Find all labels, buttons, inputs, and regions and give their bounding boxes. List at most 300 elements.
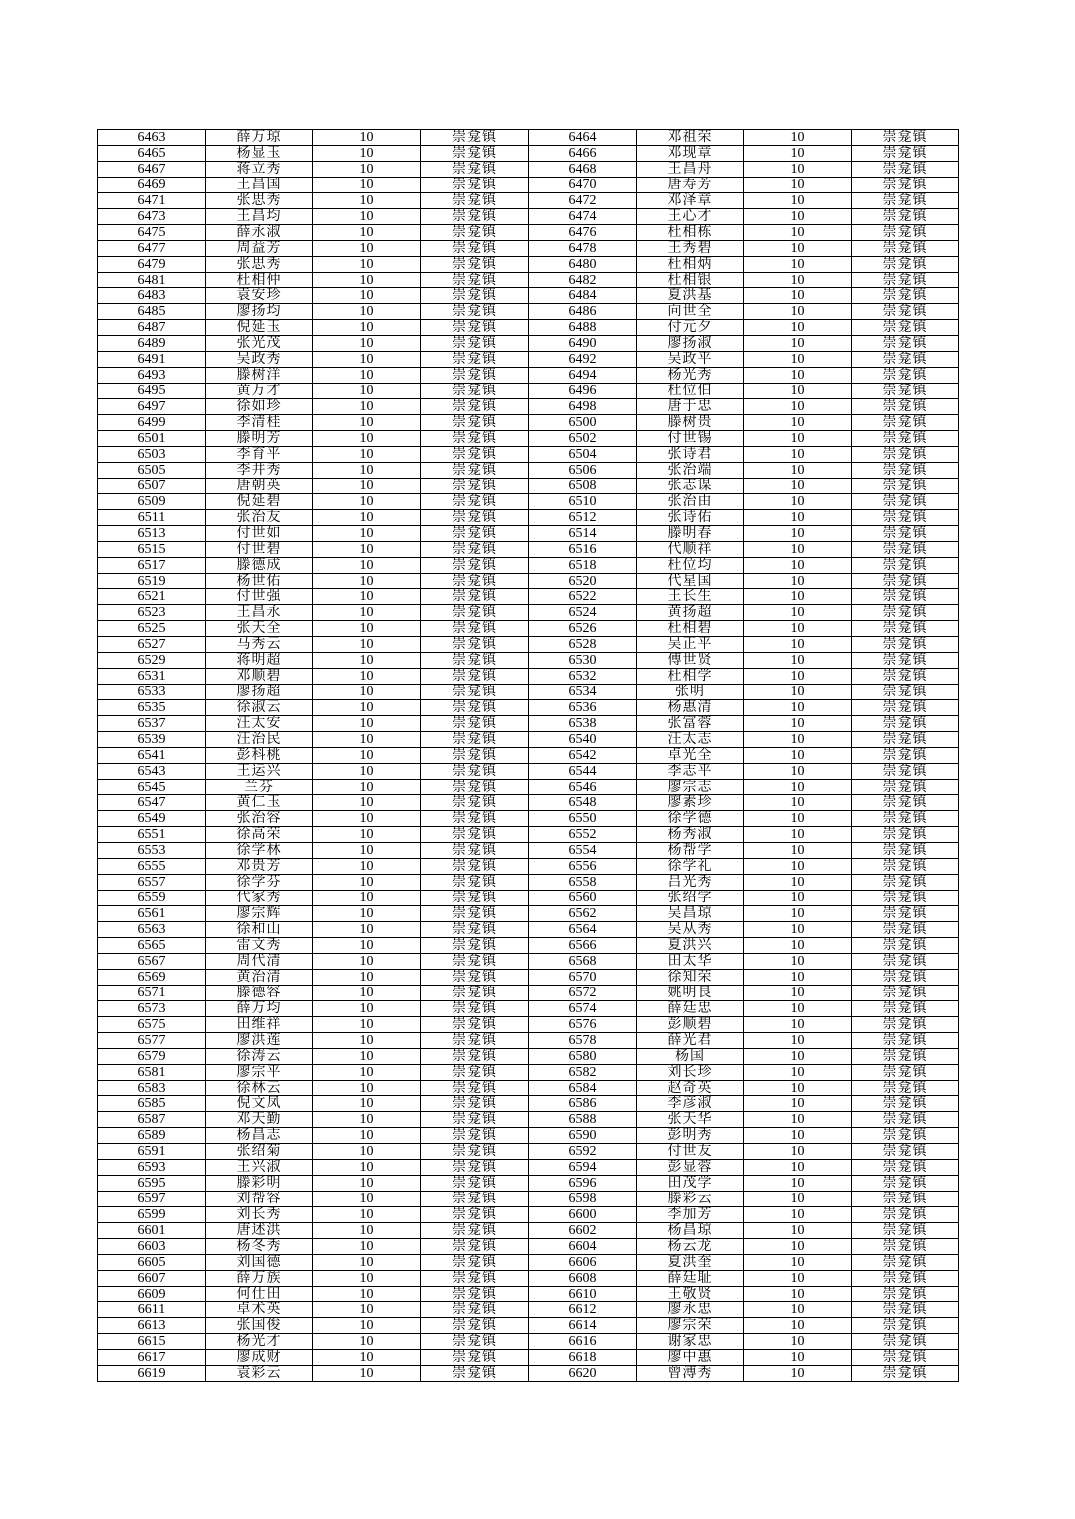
- name-cell: 傅世贤: [637, 652, 744, 668]
- serial-number-cell: 6594: [529, 1159, 637, 1175]
- town-cell: 崇龛镇: [852, 1159, 959, 1175]
- serial-number-cell: 6571: [98, 985, 206, 1001]
- serial-number-cell: 6536: [529, 700, 637, 716]
- town-cell: 崇龛镇: [852, 1318, 959, 1334]
- town-cell: 崇龛镇: [421, 225, 529, 241]
- amount-cell: 10: [313, 320, 421, 336]
- serial-number-cell: 6502: [529, 431, 637, 447]
- name-cell: 徐学林: [206, 842, 313, 858]
- amount-cell: 10: [744, 161, 852, 177]
- serial-number-cell: 6582: [529, 1064, 637, 1080]
- table-row: [98, 1334, 959, 1350]
- serial-number-cell: 6474: [529, 209, 637, 225]
- name-cell: 张治端: [637, 462, 744, 478]
- name-cell: 张富蓉: [637, 716, 744, 732]
- serial-number-cell: 6620: [529, 1365, 637, 1381]
- serial-number-cell: 6512: [529, 510, 637, 526]
- name-cell: 兰芬: [206, 779, 313, 795]
- amount-cell: 10: [313, 288, 421, 304]
- table-row: [98, 478, 959, 494]
- name-cell: 周代清: [206, 953, 313, 969]
- amount-cell: 10: [744, 668, 852, 684]
- amount-cell: 10: [313, 1239, 421, 1255]
- town-cell: 崇龛镇: [852, 193, 959, 209]
- name-cell: 代星国: [637, 573, 744, 589]
- amount-cell: 10: [313, 557, 421, 573]
- amount-cell: 10: [744, 431, 852, 447]
- town-cell: 崇龛镇: [852, 1112, 959, 1128]
- table-row: [98, 589, 959, 605]
- roster-table: [97, 129, 959, 1382]
- amount-cell: 10: [313, 399, 421, 415]
- name-cell: 吴政秀: [206, 351, 313, 367]
- town-cell: 崇龛镇: [852, 779, 959, 795]
- serial-number-cell: 6554: [529, 842, 637, 858]
- serial-number-cell: 6505: [98, 462, 206, 478]
- town-cell: 崇龛镇: [421, 795, 529, 811]
- serial-number-cell: 6563: [98, 922, 206, 938]
- serial-number-cell: 6463: [98, 130, 206, 146]
- name-cell: 李加芳: [637, 1207, 744, 1223]
- town-cell: 崇龛镇: [421, 1033, 529, 1049]
- amount-cell: 10: [744, 621, 852, 637]
- name-cell: 黄仁玉: [206, 795, 313, 811]
- amount-cell: 10: [313, 842, 421, 858]
- amount-cell: 10: [313, 1302, 421, 1318]
- name-cell: 张志谋: [637, 478, 744, 494]
- amount-cell: 10: [744, 526, 852, 542]
- name-cell: 袁彩云: [206, 1365, 313, 1381]
- amount-cell: 10: [744, 510, 852, 526]
- town-cell: 崇龛镇: [421, 1270, 529, 1286]
- name-cell: 张诗佑: [637, 510, 744, 526]
- serial-number-cell: 6616: [529, 1334, 637, 1350]
- town-cell: 崇龛镇: [421, 969, 529, 985]
- serial-number-cell: 6555: [98, 858, 206, 874]
- town-cell: 崇龛镇: [852, 747, 959, 763]
- serial-number-cell: 6501: [98, 431, 206, 447]
- town-cell: 崇龛镇: [852, 985, 959, 1001]
- serial-number-cell: 6583: [98, 1080, 206, 1096]
- amount-cell: 10: [313, 1254, 421, 1270]
- name-cell: 张光茂: [206, 335, 313, 351]
- town-cell: 崇龛镇: [852, 700, 959, 716]
- amount-cell: 10: [744, 557, 852, 573]
- serial-number-cell: 6489: [98, 335, 206, 351]
- table-row: [98, 938, 959, 954]
- amount-cell: 10: [313, 811, 421, 827]
- amount-cell: 10: [313, 462, 421, 478]
- serial-number-cell: 6569: [98, 969, 206, 985]
- serial-number-cell: 6543: [98, 763, 206, 779]
- table-row: [98, 130, 959, 146]
- table-row: [98, 1302, 959, 1318]
- amount-cell: 10: [313, 1159, 421, 1175]
- amount-cell: 10: [313, 1001, 421, 1017]
- table-row: [98, 922, 959, 938]
- serial-number-cell: 6610: [529, 1286, 637, 1302]
- table-row: [98, 1001, 959, 1017]
- name-cell: 滕树贵: [637, 415, 744, 431]
- serial-number-cell: 6527: [98, 637, 206, 653]
- table-row: [98, 367, 959, 383]
- town-cell: 崇龛镇: [852, 399, 959, 415]
- table-row: [98, 494, 959, 510]
- town-cell: 崇龛镇: [421, 684, 529, 700]
- serial-number-cell: 6493: [98, 367, 206, 383]
- serial-number-cell: 6500: [529, 415, 637, 431]
- amount-cell: 10: [313, 1270, 421, 1286]
- amount-cell: 10: [744, 462, 852, 478]
- table-row: [98, 1270, 959, 1286]
- town-cell: 崇龛镇: [852, 716, 959, 732]
- name-cell: 田茂学: [637, 1175, 744, 1191]
- table-row: [98, 320, 959, 336]
- amount-cell: 10: [744, 351, 852, 367]
- serial-number-cell: 6556: [529, 858, 637, 874]
- amount-cell: 10: [744, 732, 852, 748]
- town-cell: 崇龛镇: [421, 541, 529, 557]
- town-cell: 崇龛镇: [421, 1207, 529, 1223]
- name-cell: 王兴淑: [206, 1159, 313, 1175]
- name-cell: 张治容: [206, 811, 313, 827]
- amount-cell: 10: [744, 969, 852, 985]
- table-row: [98, 700, 959, 716]
- serial-number-cell: 6513: [98, 526, 206, 542]
- serial-number-cell: 6498: [529, 399, 637, 415]
- name-cell: 薛永淑: [206, 225, 313, 241]
- serial-number-cell: 6479: [98, 256, 206, 272]
- amount-cell: 10: [313, 225, 421, 241]
- amount-cell: 10: [744, 811, 852, 827]
- amount-cell: 10: [313, 446, 421, 462]
- town-cell: 崇龛镇: [421, 1223, 529, 1239]
- serial-number-cell: 6607: [98, 1270, 206, 1286]
- amount-cell: 10: [744, 1128, 852, 1144]
- serial-number-cell: 6524: [529, 605, 637, 621]
- name-cell: 彭明秀: [637, 1128, 744, 1144]
- town-cell: 崇龛镇: [421, 1096, 529, 1112]
- name-cell: 付世强: [206, 589, 313, 605]
- serial-number-cell: 6481: [98, 272, 206, 288]
- amount-cell: 10: [313, 874, 421, 890]
- serial-number-cell: 6592: [529, 1144, 637, 1160]
- serial-number-cell: 6551: [98, 827, 206, 843]
- name-cell: 张诗君: [637, 446, 744, 462]
- amount-cell: 10: [313, 145, 421, 161]
- town-cell: 崇龛镇: [852, 225, 959, 241]
- town-cell: 崇龛镇: [852, 1207, 959, 1223]
- amount-cell: 10: [744, 240, 852, 256]
- name-cell: 杨帮学: [637, 842, 744, 858]
- table-row: [98, 351, 959, 367]
- amount-cell: 10: [313, 1318, 421, 1334]
- name-cell: 杨冬秀: [206, 1239, 313, 1255]
- table-row: [98, 763, 959, 779]
- town-cell: 崇龛镇: [421, 842, 529, 858]
- town-cell: 崇龛镇: [852, 161, 959, 177]
- amount-cell: 10: [744, 383, 852, 399]
- town-cell: 崇龛镇: [421, 573, 529, 589]
- amount-cell: 10: [744, 1080, 852, 1096]
- name-cell: 谢家忠: [637, 1334, 744, 1350]
- name-cell: 倪文凤: [206, 1096, 313, 1112]
- table-row: [98, 256, 959, 272]
- name-cell: 吴昌琼: [637, 906, 744, 922]
- table-row: [98, 1286, 959, 1302]
- name-cell: 黄扬超: [637, 605, 744, 621]
- amount-cell: 10: [313, 1191, 421, 1207]
- amount-cell: 10: [744, 272, 852, 288]
- serial-number-cell: 6579: [98, 1048, 206, 1064]
- town-cell: 崇龛镇: [852, 415, 959, 431]
- town-cell: 崇龛镇: [852, 1033, 959, 1049]
- amount-cell: 10: [744, 637, 852, 653]
- name-cell: 徐学礼: [637, 858, 744, 874]
- name-cell: 张治友: [206, 510, 313, 526]
- amount-cell: 10: [744, 1064, 852, 1080]
- table-row: [98, 827, 959, 843]
- amount-cell: 10: [313, 1334, 421, 1350]
- town-cell: 崇龛镇: [421, 811, 529, 827]
- amount-cell: 10: [744, 1112, 852, 1128]
- amount-cell: 10: [313, 1064, 421, 1080]
- serial-number-cell: 6544: [529, 763, 637, 779]
- town-cell: 崇龛镇: [421, 1064, 529, 1080]
- name-cell: 廖宗平: [206, 1064, 313, 1080]
- table-row: [98, 605, 959, 621]
- name-cell: 王昌舟: [637, 161, 744, 177]
- table-row: [98, 953, 959, 969]
- serial-number-cell: 6497: [98, 399, 206, 415]
- town-cell: 崇龛镇: [852, 367, 959, 383]
- table-row: [98, 1080, 959, 1096]
- town-cell: 崇龛镇: [852, 684, 959, 700]
- amount-cell: 10: [744, 605, 852, 621]
- town-cell: 崇龛镇: [852, 1128, 959, 1144]
- name-cell: 向世全: [637, 304, 744, 320]
- amount-cell: 10: [744, 1365, 852, 1381]
- serial-number-cell: 6531: [98, 668, 206, 684]
- name-cell: 杜相学: [637, 668, 744, 684]
- table-row: [98, 1254, 959, 1270]
- serial-number-cell: 6604: [529, 1239, 637, 1255]
- name-cell: 徐淑云: [206, 700, 313, 716]
- table-row: [98, 637, 959, 653]
- table-row: [98, 399, 959, 415]
- table-row: [98, 1128, 959, 1144]
- town-cell: 崇龛镇: [852, 1001, 959, 1017]
- name-cell: 卓光全: [637, 747, 744, 763]
- name-cell: 廖中惠: [637, 1349, 744, 1365]
- amount-cell: 10: [744, 494, 852, 510]
- town-cell: 崇龛镇: [421, 431, 529, 447]
- serial-number-cell: 6549: [98, 811, 206, 827]
- table-row: [98, 1159, 959, 1175]
- name-cell: 唐朝英: [206, 478, 313, 494]
- serial-number-cell: 6565: [98, 938, 206, 954]
- serial-number-cell: 6471: [98, 193, 206, 209]
- amount-cell: 10: [313, 1175, 421, 1191]
- town-cell: 崇龛镇: [852, 383, 959, 399]
- amount-cell: 10: [313, 906, 421, 922]
- amount-cell: 10: [744, 795, 852, 811]
- table-row: [98, 1239, 959, 1255]
- amount-cell: 10: [313, 969, 421, 985]
- serial-number-cell: 6599: [98, 1207, 206, 1223]
- amount-cell: 10: [744, 415, 852, 431]
- table-row: [98, 906, 959, 922]
- table-row: [98, 573, 959, 589]
- serial-number-cell: 6611: [98, 1302, 206, 1318]
- table-row: [98, 985, 959, 1001]
- name-cell: 杨光才: [206, 1334, 313, 1350]
- serial-number-cell: 6507: [98, 478, 206, 494]
- town-cell: 崇龛镇: [421, 1239, 529, 1255]
- serial-number-cell: 6490: [529, 335, 637, 351]
- serial-number-cell: 6515: [98, 541, 206, 557]
- amount-cell: 10: [744, 573, 852, 589]
- name-cell: 王秀碧: [637, 240, 744, 256]
- town-cell: 崇龛镇: [852, 827, 959, 843]
- amount-cell: 10: [313, 177, 421, 193]
- town-cell: 崇龛镇: [421, 335, 529, 351]
- table-row: [98, 842, 959, 858]
- serial-number-cell: 6601: [98, 1223, 206, 1239]
- table-row: [98, 1207, 959, 1223]
- serial-number-cell: 6504: [529, 446, 637, 462]
- serial-number-cell: 6540: [529, 732, 637, 748]
- name-cell: 吴正平: [637, 637, 744, 653]
- amount-cell: 10: [313, 747, 421, 763]
- town-cell: 崇龛镇: [421, 1349, 529, 1365]
- town-cell: 崇龛镇: [852, 1349, 959, 1365]
- town-cell: 崇龛镇: [852, 1048, 959, 1064]
- amount-cell: 10: [744, 1207, 852, 1223]
- amount-cell: 10: [313, 1223, 421, 1239]
- amount-cell: 10: [744, 1270, 852, 1286]
- name-cell: 汪治民: [206, 732, 313, 748]
- town-cell: 崇龛镇: [852, 621, 959, 637]
- name-cell: 吕光秀: [637, 874, 744, 890]
- name-cell: 杜位伯: [637, 383, 744, 399]
- town-cell: 崇龛镇: [852, 589, 959, 605]
- name-cell: 李彦淑: [637, 1096, 744, 1112]
- table-row: [98, 462, 959, 478]
- serial-number-cell: 6570: [529, 969, 637, 985]
- name-cell: 付世锡: [637, 431, 744, 447]
- serial-number-cell: 6598: [529, 1191, 637, 1207]
- amount-cell: 10: [313, 684, 421, 700]
- town-cell: 崇龛镇: [852, 541, 959, 557]
- serial-number-cell: 6550: [529, 811, 637, 827]
- town-cell: 崇龛镇: [421, 145, 529, 161]
- amount-cell: 10: [744, 684, 852, 700]
- town-cell: 崇龛镇: [852, 240, 959, 256]
- amount-cell: 10: [744, 541, 852, 557]
- amount-cell: 10: [744, 890, 852, 906]
- amount-cell: 10: [744, 256, 852, 272]
- serial-number-cell: 6508: [529, 478, 637, 494]
- name-cell: 倪延玉: [206, 320, 313, 336]
- town-cell: 崇龛镇: [421, 1112, 529, 1128]
- amount-cell: 10: [313, 478, 421, 494]
- amount-cell: 10: [313, 272, 421, 288]
- amount-cell: 10: [313, 367, 421, 383]
- serial-number-cell: 6509: [98, 494, 206, 510]
- amount-cell: 10: [744, 1254, 852, 1270]
- serial-number-cell: 6522: [529, 589, 637, 605]
- town-cell: 崇龛镇: [852, 177, 959, 193]
- amount-cell: 10: [313, 827, 421, 843]
- town-cell: 崇龛镇: [421, 161, 529, 177]
- town-cell: 崇龛镇: [852, 732, 959, 748]
- town-cell: 崇龛镇: [421, 1128, 529, 1144]
- table-row: [98, 1223, 959, 1239]
- name-cell: 夏洪基: [637, 288, 744, 304]
- town-cell: 崇龛镇: [421, 1302, 529, 1318]
- amount-cell: 10: [313, 668, 421, 684]
- amount-cell: 10: [313, 431, 421, 447]
- amount-cell: 10: [313, 209, 421, 225]
- amount-cell: 10: [313, 1017, 421, 1033]
- amount-cell: 10: [313, 526, 421, 542]
- name-cell: 杜位均: [637, 557, 744, 573]
- table-row: [98, 446, 959, 462]
- town-cell: 崇龛镇: [421, 209, 529, 225]
- name-cell: 王昌均: [206, 209, 313, 225]
- table-row: [98, 1112, 959, 1128]
- name-cell: 王昌国: [206, 177, 313, 193]
- serial-number-cell: 6484: [529, 288, 637, 304]
- serial-number-cell: 6617: [98, 1349, 206, 1365]
- name-cell: 夏洪奎: [637, 1254, 744, 1270]
- town-cell: 崇龛镇: [852, 1064, 959, 1080]
- table-row: [98, 874, 959, 890]
- town-cell: 崇龛镇: [421, 193, 529, 209]
- town-cell: 崇龛镇: [852, 351, 959, 367]
- name-cell: 张绍菊: [206, 1144, 313, 1160]
- name-cell: 杨云龙: [637, 1239, 744, 1255]
- name-cell: 杨秀淑: [637, 827, 744, 843]
- town-cell: 崇龛镇: [421, 716, 529, 732]
- town-cell: 崇龛镇: [421, 288, 529, 304]
- name-cell: 杨惠清: [637, 700, 744, 716]
- name-cell: 徐林云: [206, 1080, 313, 1096]
- town-cell: 崇龛镇: [852, 1144, 959, 1160]
- serial-number-cell: 6516: [529, 541, 637, 557]
- name-cell: 倪延碧: [206, 494, 313, 510]
- serial-number-cell: 6476: [529, 225, 637, 241]
- table-row: [98, 557, 959, 573]
- serial-number-cell: 6605: [98, 1254, 206, 1270]
- table-row: [98, 621, 959, 637]
- serial-number-cell: 6577: [98, 1033, 206, 1049]
- amount-cell: 10: [744, 446, 852, 462]
- serial-number-cell: 6468: [529, 161, 637, 177]
- name-cell: 邓现章: [637, 145, 744, 161]
- town-cell: 崇龛镇: [852, 304, 959, 320]
- amount-cell: 10: [744, 827, 852, 843]
- amount-cell: 10: [744, 652, 852, 668]
- serial-number-cell: 6584: [529, 1080, 637, 1096]
- table-row: [98, 1033, 959, 1049]
- amount-cell: 10: [313, 589, 421, 605]
- serial-number-cell: 6552: [529, 827, 637, 843]
- serial-number-cell: 6510: [529, 494, 637, 510]
- name-cell: 薛光君: [637, 1033, 744, 1049]
- serial-number-cell: 6486: [529, 304, 637, 320]
